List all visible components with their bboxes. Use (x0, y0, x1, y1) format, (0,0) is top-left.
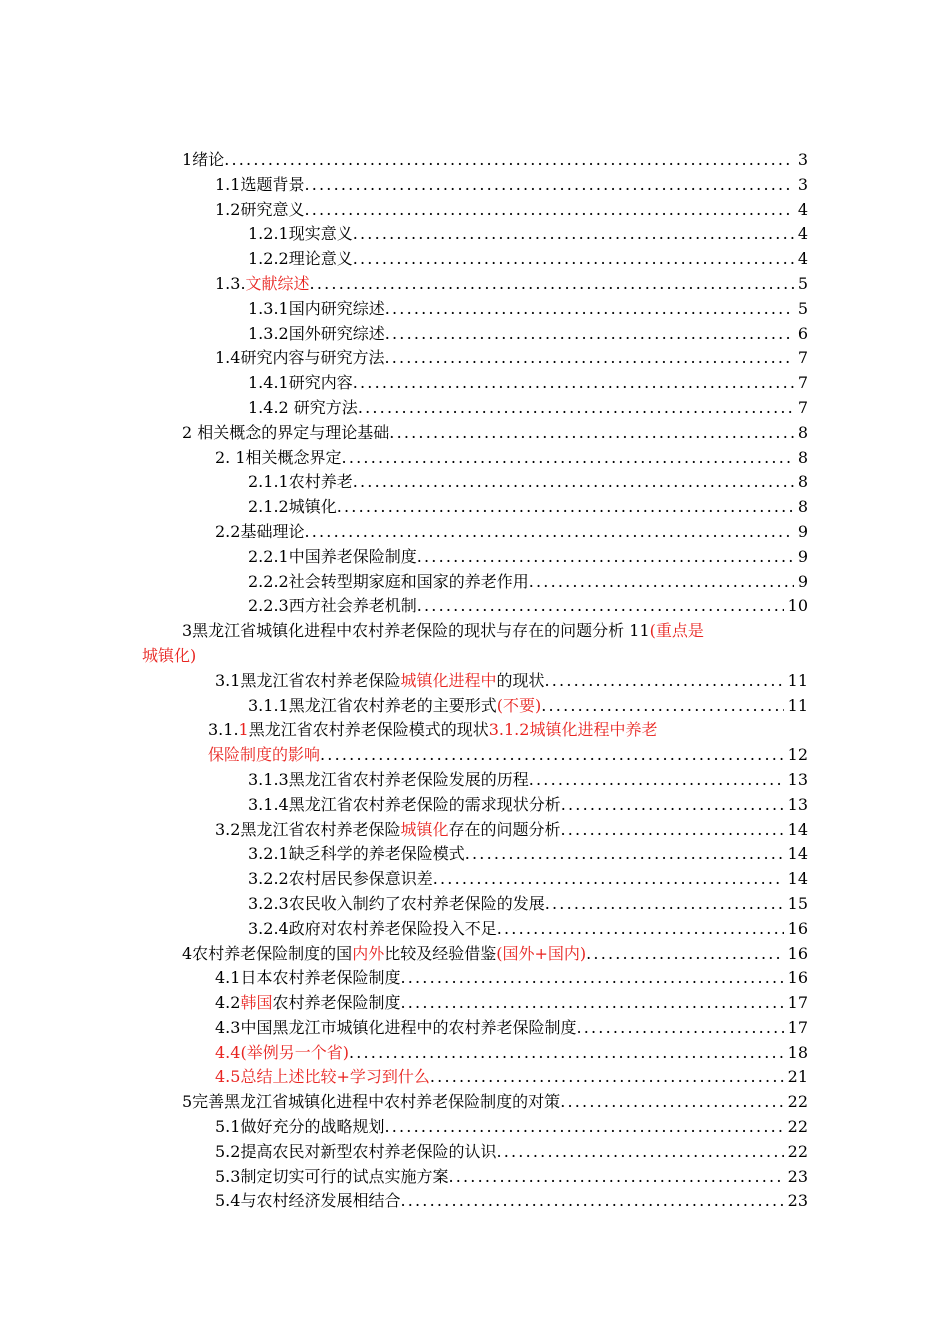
toc-entry-label (248, 570, 529, 595)
toc-entry-label-red: 1 (238, 720, 249, 740)
toc-entry-label-text: 1.3. (215, 273, 246, 293)
toc-entry[interactable] (0, 867, 950, 892)
toc-entry-label-text: 2.2.2社会转型期家庭和国家的养老作用 (248, 571, 529, 591)
toc-entry[interactable] (0, 520, 950, 545)
toc-leader-dots (417, 545, 794, 570)
toc-leader-dots (320, 743, 784, 768)
toc-entry-label-text: 5.3制定切实可行的试点实施方案 (215, 1166, 449, 1186)
toc-entry-label-text: 1.3.2国外研究综述 (248, 323, 385, 343)
toc-entry[interactable] (0, 1016, 950, 1041)
toc-entry[interactable] (0, 768, 950, 793)
toc-entry-label (248, 842, 465, 867)
toc-entry-label (215, 198, 304, 223)
toc-entry-label-red: 内外 (352, 943, 385, 963)
toc-page-number: 15 (787, 893, 808, 913)
toc-leader-dots (337, 495, 794, 520)
toc-entry[interactable] (0, 297, 950, 322)
toc-entry-label (248, 297, 385, 322)
toc-leader-dots (560, 1090, 783, 1115)
toc-entry-label-text: 存在的问题分析 (448, 819, 561, 839)
toc-part-2 (0, 669, 950, 719)
toc-leader-dots (433, 867, 784, 892)
toc-leader-dots (541, 694, 783, 719)
toc-entry[interactable] (0, 818, 950, 843)
toc-page-number: 14 (787, 819, 808, 839)
toc-entry-label-text: 3.2.4政府对农村养老保险投入不足 (248, 918, 497, 938)
toc-page-number: 16 (787, 918, 808, 938)
toc-page-number: 23 (787, 1166, 808, 1186)
toc-entry-label-text: 4.3中国黑龙江市城镇化进程中的农村养老保险制度 (215, 1017, 577, 1037)
toc-page-number: 9 (797, 521, 808, 541)
toc-entry-label-red: 韩国 (240, 993, 273, 1013)
toc-leader-dots (304, 198, 793, 223)
toc-page-number: 7 (797, 348, 808, 368)
toc-entry-label-text: 4农村养老保险制度的国 (182, 943, 353, 963)
toc-leader-dots (561, 793, 784, 818)
toc-entry-label-text: 1.1选题背景 (215, 174, 305, 194)
toc-entry[interactable] (0, 917, 950, 942)
toc-entry[interactable] (0, 694, 950, 719)
toc-leader-dots (389, 421, 794, 446)
toc-page-number: 18 (787, 1042, 808, 1062)
toc-page-number: 11 (787, 670, 808, 690)
toc-entry-label-text: 4.1日本农村养老保险制度 (215, 968, 401, 988)
toc-entry-label-text: 2.1.2城镇化 (248, 497, 337, 517)
toc-page-number: 11 (787, 695, 808, 715)
toc-entry-label (248, 793, 561, 818)
toc-page-number: 7 (797, 373, 808, 393)
toc-entry-label (215, 1189, 400, 1214)
toc-page-number: 17 (787, 1017, 808, 1037)
toc-page-number: 9 (797, 571, 808, 591)
toc-entry-label: 黑龙江省农村养老保险模式的现状 (248, 720, 489, 740)
table-of-contents (0, 148, 950, 1214)
toc-entry-note: 3.1.2城镇化进程中养老 (488, 720, 658, 740)
toc-entry[interactable] (0, 346, 950, 371)
toc-leader-dots (224, 148, 794, 173)
toc-entry-label (248, 222, 353, 247)
toc-entry-label: 3.1. (208, 720, 239, 740)
toc-page-number: 8 (797, 422, 808, 442)
toc-page-number: 12 (787, 745, 808, 765)
toc-entry-label (215, 669, 544, 694)
toc-entry[interactable] (0, 1165, 950, 1190)
toc-entry-label-text: 3.1.4黑龙江省农村养老保险的需求现状分析 (248, 794, 561, 814)
toc-entry-section-3[interactable] (0, 619, 950, 644)
toc-leader-dots (430, 1065, 784, 1090)
toc-page-number: 22 (787, 1141, 808, 1161)
toc-entry-label (215, 1041, 349, 1066)
toc-entry-label-text: 5.4与农村经济发展相结合 (215, 1191, 401, 1211)
toc-leader-dots (529, 768, 784, 793)
toc-entry-label-red: 城镇化 (400, 819, 449, 839)
toc-entry-label-text: 1.4.1研究内容 (248, 373, 353, 393)
toc-entry-label: 3黑龙江省城镇化进程中农村养老保险的现状与存在的问题分析 11 (182, 621, 650, 641)
toc-entry-label-text: 3.2.3农民收入制约了农村养老保险的发展 (248, 893, 545, 913)
toc-entry-section-3-continued (0, 644, 950, 669)
toc-entry[interactable] (0, 396, 950, 421)
toc-entry-label-text: 1.4.2 研究方法 (248, 397, 358, 417)
toc-entry-label-text: 1.3.1国内研究综述 (248, 298, 385, 318)
toc-entry[interactable] (0, 966, 950, 991)
toc-entry-label (248, 892, 545, 917)
toc-leader-dots (448, 1165, 783, 1190)
toc-entry-label-red: (国外+国内) (496, 943, 587, 963)
toc-entry[interactable] (0, 371, 950, 396)
toc-entry[interactable] (0, 1090, 950, 1115)
toc-entry-label (248, 470, 353, 495)
toc-entry-label-text: 3.1.3黑龙江省农村养老保险发展的历程 (248, 769, 529, 789)
toc-page-number: 4 (797, 249, 808, 269)
toc-leader-dots (400, 991, 783, 1016)
toc-entry-label (215, 1165, 448, 1190)
toc-entry[interactable] (0, 421, 950, 446)
toc-entry-label (215, 446, 342, 471)
toc-entry-label-text: 的现状 (496, 670, 545, 690)
toc-entry[interactable] (0, 991, 950, 1016)
toc-leader-dots (349, 1041, 784, 1066)
toc-leader-dots (310, 272, 794, 297)
toc-page-number: 17 (787, 993, 808, 1013)
toc-page-number: 22 (787, 1092, 808, 1112)
toc-entry-label (248, 396, 358, 421)
toc-page-number: 16 (787, 968, 808, 988)
toc-entry-note: 保险制度的影响 (208, 745, 321, 765)
toc-entry-label-red: 总结上述比较+学习到什么 (240, 1067, 430, 1087)
toc-entry-label-red: (不要) (496, 695, 542, 715)
toc-entry[interactable] (0, 446, 950, 471)
toc-leader-dots (353, 470, 794, 495)
toc-page-number: 7 (797, 397, 808, 417)
toc-entry-label-text: 3.2黑龙江省农村养老保险 (215, 819, 401, 839)
toc-entry[interactable] (0, 570, 950, 595)
toc-page-number: 5 (797, 298, 808, 318)
toc-entry-3-1-1-mode[interactable] (0, 718, 950, 743)
toc-page-number: 3 (797, 174, 808, 194)
toc-leader-dots (353, 247, 794, 272)
toc-page-number: 21 (787, 1067, 808, 1087)
toc-entry[interactable] (0, 1189, 950, 1214)
toc-entry-label (248, 371, 353, 396)
toc-entry-label (215, 173, 304, 198)
toc-entry-label-text: 5完善黑龙江省城镇化进程中农村养老保险制度的对策 (182, 1092, 561, 1112)
toc-entry[interactable] (0, 470, 950, 495)
toc-entry-label (182, 942, 586, 967)
toc-leader-dots (384, 346, 793, 371)
toc-leader-dots (586, 942, 784, 967)
toc-entry[interactable] (0, 148, 950, 173)
toc-page-number: 8 (797, 447, 808, 467)
toc-entry-label (182, 421, 389, 446)
toc-page-number: 4 (797, 199, 808, 219)
toc-page-number: 22 (787, 1117, 808, 1137)
toc-entry-note: 城镇化) (142, 645, 197, 665)
toc-leader-dots (304, 520, 793, 545)
toc-page-number: 23 (787, 1191, 808, 1211)
toc-entry-note: (重点是 (649, 621, 704, 641)
toc-entry-label-text: 1绪论 (182, 150, 225, 169)
toc-page-number: 4 (797, 224, 808, 244)
toc-entry-label (215, 1140, 496, 1165)
toc-entry-label-text: 5.1做好充分的战略规划 (215, 1117, 385, 1137)
toc-entry-label-text: 1.2.2理论意义 (248, 249, 353, 269)
toc-entry[interactable] (0, 495, 950, 520)
toc-entry[interactable] (0, 842, 950, 867)
toc-entry-label-text: 1.4研究内容与研究方法 (215, 348, 385, 368)
toc-entry-label (215, 991, 400, 1016)
toc-entry-label-text: 2.2.3西方社会养老机制 (248, 596, 417, 616)
toc-leader-dots (560, 818, 783, 843)
toc-entry[interactable] (0, 1065, 950, 1090)
toc-leader-dots (385, 322, 794, 347)
toc-page-number: 6 (797, 323, 808, 343)
toc-entry-label (215, 1065, 430, 1090)
toc-entry-label-text: 2.2.1中国养老保险制度 (248, 546, 417, 566)
toc-entry-label (215, 818, 560, 843)
toc-leader-dots (384, 1115, 783, 1140)
toc-leader-dots (400, 966, 783, 991)
toc-leader-dots (417, 594, 784, 619)
toc-entry-label (215, 272, 310, 297)
toc-entry-label (215, 520, 304, 545)
toc-entry-label-text: 2. 1相关概念界定 (215, 447, 342, 467)
toc-page-number: 14 (787, 844, 808, 864)
toc-entry-label-text: 3.1.1黑龙江省农村养老的主要形式 (248, 695, 497, 715)
toc-entry[interactable] (0, 669, 950, 694)
toc-entry-label-red: 文献综述 (245, 273, 310, 293)
toc-entry-label-text: 农村养老保险制度 (272, 993, 401, 1013)
toc-entry[interactable] (0, 173, 950, 198)
toc-page-number: 16 (787, 943, 808, 963)
toc-entry-label-text: 2 相关概念的界定与理论基础 (182, 422, 390, 442)
toc-entry-label (215, 1115, 384, 1140)
toc-entry-label-red: 4.5 (215, 1067, 241, 1087)
toc-page-number: 8 (797, 497, 808, 517)
toc-page-number: 8 (797, 472, 808, 492)
toc-entry-label (182, 148, 224, 173)
toc-entry[interactable] (0, 942, 950, 967)
toc-part-3 (0, 768, 950, 1214)
toc-entry[interactable] (0, 793, 950, 818)
toc-entry-label (248, 495, 337, 520)
toc-entry-label-text: 5.2提高农民对新型农村养老保险的认识 (215, 1141, 497, 1161)
toc-entry-label-text: 1.2.1现实意义 (248, 224, 353, 244)
toc-entry-label (182, 1090, 560, 1115)
toc-entry[interactable] (0, 545, 950, 570)
toc-entry-label-red: (举例另一个省) (240, 1042, 349, 1062)
toc-leader-dots (400, 1189, 783, 1214)
toc-entry-label (248, 594, 417, 619)
toc-entry[interactable] (0, 222, 950, 247)
toc-page-number: 13 (787, 794, 808, 814)
toc-entry[interactable] (0, 1140, 950, 1165)
toc-page-number: 5 (797, 273, 808, 293)
toc-entry-label (215, 1016, 576, 1041)
toc-entry-label (248, 867, 433, 892)
toc-entry-label (248, 545, 417, 570)
toc-leader-dots (497, 917, 784, 942)
toc-entry-label (248, 322, 385, 347)
toc-entry-label-text: 4.2 (215, 993, 241, 1013)
toc-leader-dots (304, 173, 793, 198)
toc-entry-label (215, 346, 384, 371)
toc-leader-dots (353, 222, 794, 247)
toc-entry-label-text: 3.2.2农村居民参保意识差 (248, 869, 433, 889)
toc-leader-dots (385, 297, 794, 322)
toc-page-number: 14 (787, 869, 808, 889)
toc-page-number: 10 (787, 596, 808, 616)
toc-entry[interactable] (0, 594, 950, 619)
toc-leader-dots (342, 446, 794, 471)
toc-leader-dots (353, 371, 794, 396)
toc-page-number: 9 (797, 546, 808, 566)
toc-entry[interactable] (0, 198, 950, 223)
toc-entry-label-red: 4.4 (215, 1042, 241, 1062)
toc-entry-label (248, 694, 541, 719)
toc-entry-label (248, 768, 529, 793)
toc-leader-dots (465, 842, 784, 867)
toc-leader-dots (544, 669, 783, 694)
toc-entry[interactable] (0, 247, 950, 272)
toc-entry-label-text: 1.2研究意义 (215, 199, 305, 219)
toc-entry-3-1-1-mode-continued (0, 743, 950, 768)
toc-entry[interactable] (0, 1041, 950, 1066)
toc-entry-label (215, 966, 400, 991)
toc-entry-label-text: 2.2基础理论 (215, 521, 305, 541)
toc-leader-dots (545, 892, 784, 917)
toc-leader-dots (576, 1016, 783, 1041)
toc-part-1 (0, 148, 950, 619)
toc-entry[interactable] (0, 322, 950, 347)
toc-page-number: 3 (797, 150, 808, 169)
toc-entry[interactable] (0, 892, 950, 917)
toc-leader-dots (496, 1140, 783, 1165)
toc-entry-label-text: 比较及经验借鉴 (384, 943, 497, 963)
toc-entry[interactable] (0, 1115, 950, 1140)
toc-leader-dots (358, 396, 794, 421)
toc-leader-dots (529, 570, 794, 595)
toc-entry-label-text: 2.1.1农村养老 (248, 472, 353, 492)
toc-entry-label (248, 917, 497, 942)
toc-entry-label-red: 城镇化进程中 (400, 670, 497, 690)
toc-entry-label (248, 247, 353, 272)
toc-entry[interactable] (0, 272, 950, 297)
toc-page-number: 13 (787, 769, 808, 789)
toc-entry-label-text: 3.2.1缺乏科学的养老保险模式 (248, 844, 465, 864)
toc-entry-label-text: 3.1黑龙江省农村养老保险 (215, 670, 401, 690)
